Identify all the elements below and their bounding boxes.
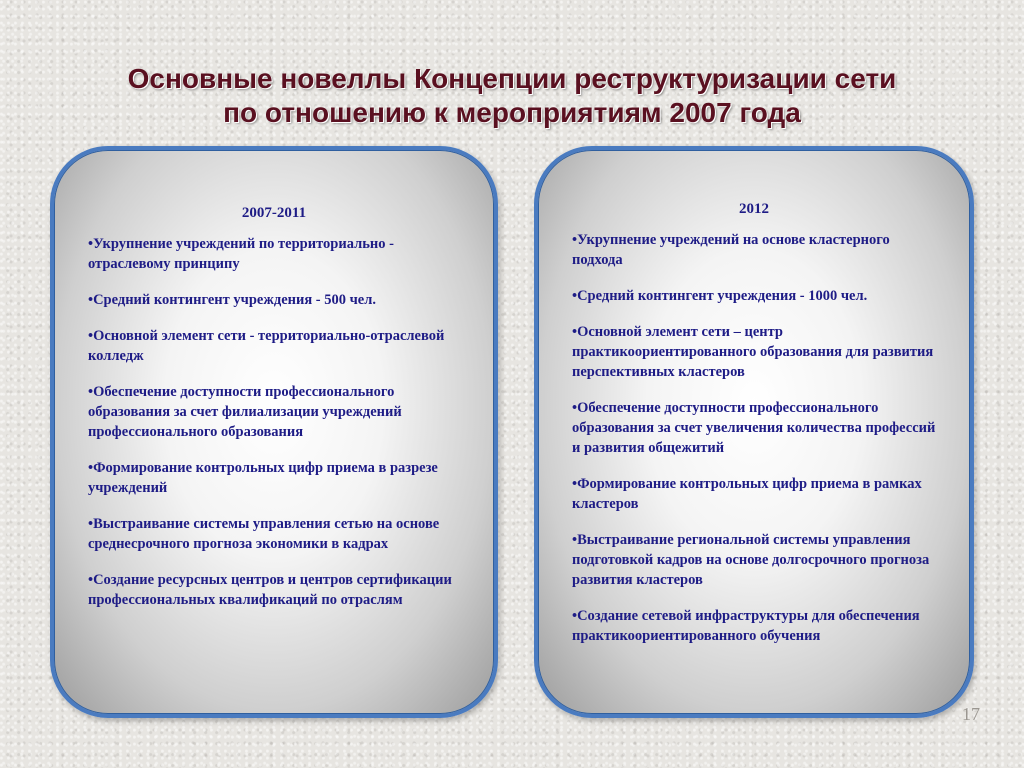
bullet-list [88, 234, 460, 610]
list-item: • Формирование контрольных цифр приема в разрезе учреждений [88, 458, 460, 498]
panel-year-label: 2012 [739, 201, 769, 217]
list-item: • Средний контингент учреждения - 500 чел. [88, 290, 460, 310]
slide-title [40, 62, 984, 130]
list-item: • Основной элемент сети - территориально-отраслевой колледж [88, 326, 460, 366]
title-line-1: Основные новеллы Концепции реструктуризации сети [127, 63, 897, 94]
bullet-list [572, 230, 936, 646]
list-item: • Основной элемент сети – центр практикоориентированного образования для развития перспективных кластеров [572, 322, 936, 382]
title-line-2: по отношению к мероприятиям 2007 года [223, 97, 801, 128]
list-item: • Создание сетевой инфраструктуры для обеспечения практикоориентированного обучения [572, 606, 936, 646]
list-item: • Выстраивание системы управления сетью на основе среднесрочного прогноза экономики в кадрах [88, 514, 460, 554]
list-item: • Укрупнение учреждений на основе кластерного подхода [572, 230, 936, 270]
list-item: • Средний контингент учреждения - 1000 чел. [572, 286, 936, 306]
list-item: • Обеспечение доступности профессионального образования за счет филиализации учреждений профессионального образования [88, 382, 460, 442]
panel-2012 [534, 146, 974, 718]
page-number: 17 [962, 704, 980, 724]
list-item: • Выстраивание региональной системы управления подготовкой кадров на основе долгосрочного прогноза развития кластеров [572, 530, 936, 590]
list-item: • Укрупнение учреждений по территориально - отраслевому принципу [88, 234, 460, 274]
list-item: • Обеспечение доступности профессионального образования за счет увеличения количества профессий и развития общежитий [572, 398, 936, 458]
list-item: • Создание ресурсных центров и центров сертификации профессиональных квалификаций по отраслям [88, 570, 460, 610]
list-item: • Формирование контрольных цифр приема в рамках кластеров [572, 474, 936, 514]
panel-year-label: 2007-2011 [241, 205, 307, 221]
panel-2007-2011 [50, 146, 498, 718]
